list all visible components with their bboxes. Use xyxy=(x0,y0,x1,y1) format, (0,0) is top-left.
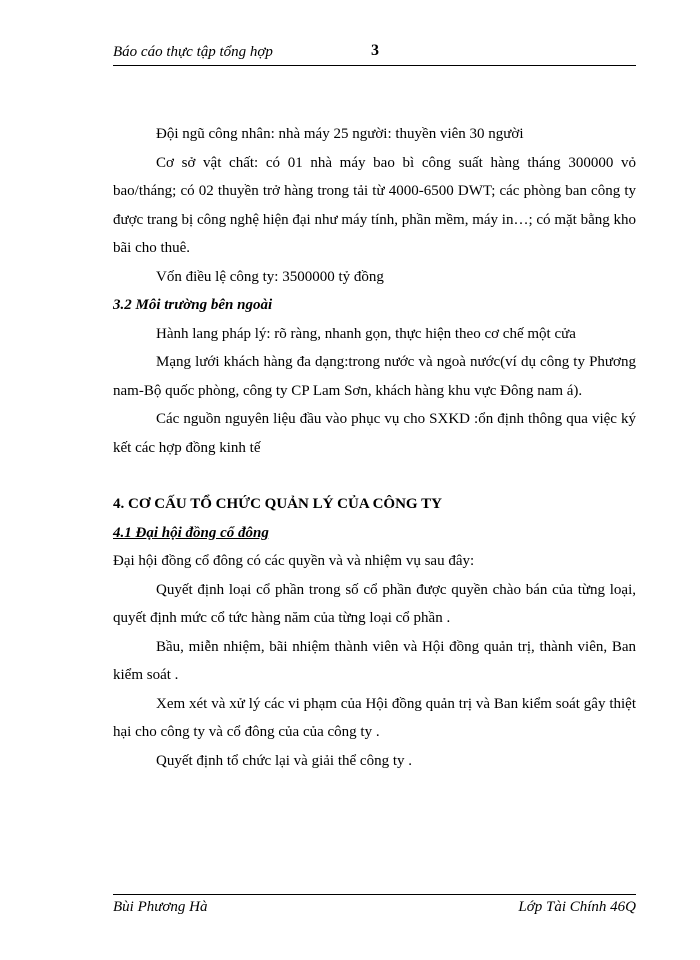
section-heading-3-2: 3.2 Môi trường bên ngoài xyxy=(113,297,273,313)
paragraph-charter-capital: Vốn điều lệ công ty: 3500000 tỷ đồng xyxy=(156,268,384,285)
paragraph-customer-network: Mạng lưới khách hàng đa dạng:trong nước và ngoà nước(ví dụ công ty Phương nam-Bộ quốc phòng, công ty CP Lam Sơn, khách hàng khu vực Đông nam á). xyxy=(113,354,636,399)
page-number: 3 xyxy=(371,42,379,59)
paragraph-legal-framework: Hành lang pháp lý: rõ ràng, nhanh gọn, thực hiện theo cơ chế một cửa xyxy=(156,325,576,342)
paragraph-facilities: Cơ sở vật chất: có 01 nhà máy bao bì công suất hàng tháng 300000 vỏ bao/tháng; có 02 thuyền trở hàng trong tải từ 4000-6500 DWT; các phòng ban công ty được trang bị công nghệ hiện đại như máy tính, phần mềm, máy in…; có mặt bằng kho bãi cho thuê. xyxy=(113,154,636,256)
paragraph-violations: Xem xét và xử lý các vi phạm của Hội đồng quản trị và Ban kiểm soát gây thiệt hại cho công ty và cổ đông của của công ty . xyxy=(113,695,636,740)
paragraph-shareholders-intro: Đại hội đồng cổ đông có các quyền và và nhiệm vụ sau đây: xyxy=(113,553,475,569)
paragraph-share-decision: Quyết định loại cổ phần trong số cổ phần được quyền chào bán của từng loại, quyết định mức cổ tức hàng năm của từng loại cổ phần . xyxy=(113,581,636,626)
paragraph-reorganization: Quyết định tổ chức lại và giải thể công ty . xyxy=(156,752,412,769)
paragraph-workforce: Đội ngũ công nhân: nhà máy 25 người: thuyền viên 30 người xyxy=(156,126,524,142)
header-divider xyxy=(113,65,636,66)
paragraph-elections: Bầu, miễn nhiệm, bãi nhiệm thành viên và Hội đồng quản trị, thành viên, Ban kiểm soát . xyxy=(113,638,636,683)
section-heading-4-1: 4.1 Đại hội đồng cổ đông xyxy=(113,524,269,541)
footer-author: Bùi Phương Hà xyxy=(113,899,208,915)
header-title: Báo cáo thực tập tổng hợp xyxy=(113,44,273,60)
footer-divider xyxy=(113,894,636,895)
page-body xyxy=(113,120,636,775)
footer-class: Lớp Tài Chính 46Q xyxy=(518,899,636,915)
spacer xyxy=(113,462,636,490)
section-heading-4: 4. CƠ CẤU TỔ CHỨC QUẢN LÝ CỦA CÔNG TY xyxy=(113,496,442,512)
paragraph-raw-materials: Các nguồn nguyên liệu đầu vào phục vụ cho SXKD :ổn định thông qua việc ký kết các hợp đồng kinh tế xyxy=(113,411,636,456)
page-header xyxy=(113,42,636,66)
